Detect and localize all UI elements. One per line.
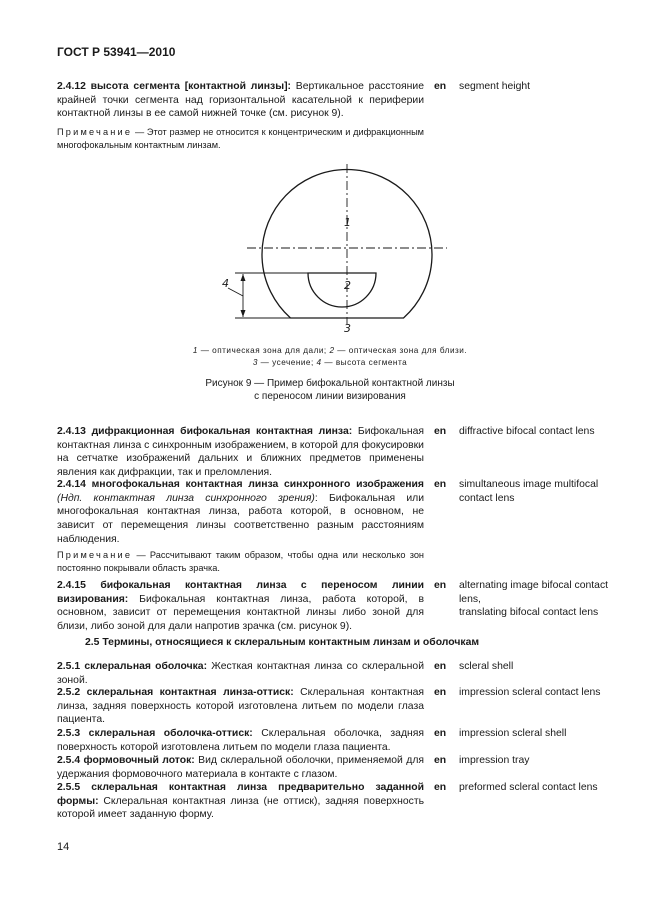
arrow-down-icon bbox=[241, 310, 246, 317]
figure-label-4: 4 bbox=[222, 277, 229, 290]
term-definition bbox=[57, 80, 424, 121]
bifocal-lens-diagram bbox=[212, 156, 462, 336]
english-equivalent: simultaneous image multifocal contact lens bbox=[459, 479, 599, 504]
english-equivalent: segment height bbox=[459, 81, 531, 92]
term-number: 2.5.3 bbox=[57, 728, 81, 739]
term-number: 2.4.15 bbox=[57, 580, 86, 591]
standard-header: ГОСТ Р 53941—2010 bbox=[57, 45, 176, 59]
term-text: Бифокальная контактная линза с синхронным изображением, в которой для фокусировки на сетчатке изображений дальних и ближних предметов применены явления как дифракции, так и преломления. bbox=[57, 426, 425, 479]
english-equivalent: preformed scleral contact lens bbox=[459, 782, 598, 793]
term-text: Склеральная контактная линза, задняя поверхность которой изготовлена литьем по модели глаза пациента. bbox=[57, 687, 424, 726]
legend-num: 2 bbox=[329, 346, 335, 355]
figure-label-2: 2 bbox=[344, 279, 351, 292]
term-number: 2.4.13 bbox=[57, 426, 86, 437]
term-definition bbox=[57, 781, 424, 822]
term-text: Жесткая контактная линза со склеральной зоной. bbox=[57, 661, 425, 686]
term-name: склеральная оболочка: bbox=[84, 661, 208, 672]
term-definition bbox=[57, 686, 424, 727]
term-name: высота сегмента [контактной линзы]: bbox=[90, 81, 291, 92]
page-number: 14 bbox=[57, 841, 70, 853]
note-label: Примечание bbox=[57, 550, 133, 560]
term-text: Бифокальная контактная линза, работа которой, в основном, зависит от перемещения контактной линзы либо зоной для близи, либо зоной для дали напротив зрачка (см. рисунок 9). bbox=[57, 593, 424, 633]
note-2-4-12 bbox=[57, 126, 424, 151]
note-text: — Рассчитывают таким образом, чтобы одна или несколько зон постоянно покрывали область зрачка. bbox=[57, 550, 424, 573]
term-number: 2.4.12 bbox=[57, 81, 86, 92]
term-text: Вертикальное расстояние крайней точки сегмента над горизонтальной касательной к периферии контактной линзы в ее самой нижней точке (см. рисунок 9). bbox=[57, 81, 424, 120]
figure-label-3: 3 bbox=[344, 322, 351, 335]
legend-line-2 bbox=[130, 357, 530, 369]
legend-text: — оптическая зона для близи. bbox=[334, 346, 468, 355]
term-name: бифокальная контактная линза с переносом линии визирования: bbox=[57, 580, 424, 605]
english-equivalent: impression tray bbox=[459, 755, 530, 766]
lang-code: en bbox=[434, 687, 447, 698]
lang-code: en bbox=[434, 479, 447, 490]
lang-code: en bbox=[434, 728, 447, 739]
term-name: склеральная оболочка-оттиск: bbox=[88, 728, 253, 739]
figure-legend bbox=[130, 345, 530, 369]
note-text: — Этот размер не относится к концентрическим и дифракционным многофокальным контактным линзам. bbox=[57, 127, 424, 150]
term-number: 2.5.5 bbox=[57, 782, 81, 793]
english-equivalent: scleral shell bbox=[459, 661, 514, 672]
legend-text: — усечение; bbox=[257, 358, 317, 367]
term-definition bbox=[57, 754, 424, 781]
term-definition bbox=[57, 579, 424, 634]
legend-num: 1 bbox=[192, 346, 198, 355]
note-label: Примечание bbox=[57, 127, 133, 137]
lang-code: en bbox=[434, 782, 447, 793]
term-text: Склеральная контактная линза (не оттиск), задняя поверхность которой имеет заданную форму. bbox=[57, 795, 424, 821]
caption-line-2: с переносом линии визирования bbox=[254, 391, 406, 402]
term-name: многофокальная контактная линза синхронного изображения bbox=[91, 479, 424, 490]
term-number: 2.5.4 bbox=[57, 755, 81, 766]
term-text: : Бифокальная или многофокальная контактная линза, работа которой, в основном, не зависит от перемещения линзы соответственно разным расстояниям наблюдения. bbox=[57, 492, 424, 545]
term-number: 2.4.14 bbox=[57, 479, 86, 490]
term-number: 2.5.1 bbox=[57, 661, 81, 672]
english-equivalent: diffractive bifocal contact lens bbox=[459, 426, 595, 437]
term-text: Склеральная оболочка, задняя поверхность которой изготовлена литьем по модели глаза пациента. bbox=[57, 728, 425, 753]
term-definition bbox=[57, 727, 424, 754]
lang-code: en bbox=[434, 661, 447, 672]
legend-num: 3 bbox=[252, 358, 258, 367]
term-number: 2.5.2 bbox=[57, 687, 81, 698]
lang-code: en bbox=[434, 580, 447, 591]
figure-caption bbox=[130, 377, 530, 403]
term-name: дифракционная бифокальная контактная линза: bbox=[91, 426, 353, 437]
arrow-up-icon bbox=[241, 274, 246, 281]
term-definition bbox=[57, 425, 424, 480]
term-text: Вид склеральной оболочки, применяемой для удержания формовочного материала в контакте с глазом. bbox=[57, 755, 425, 780]
lang-code: en bbox=[434, 426, 447, 437]
section-heading-2-5: 2.5 Термины, относящиеся к склеральным контактным линзам и оболочкам bbox=[85, 637, 480, 648]
deprecated-term: (Ндп. контактная линза синхронного зрения) bbox=[57, 492, 315, 504]
term-definition bbox=[57, 478, 424, 547]
legend-line-1 bbox=[130, 345, 530, 357]
caption-line-1: Рисунок 9 — Пример бифокальной контактной линзы bbox=[205, 378, 455, 389]
lang-code: en bbox=[434, 81, 447, 92]
lang-code: en bbox=[434, 755, 447, 766]
legend-text: — оптическая зона для дали; bbox=[197, 346, 330, 355]
leader-line bbox=[228, 288, 243, 296]
english-equivalent: impression scleral contact lens bbox=[459, 687, 601, 698]
term-definition bbox=[57, 660, 424, 687]
term-name: склеральная контактная линза-оттиск: bbox=[86, 687, 294, 698]
figure-9 bbox=[212, 156, 462, 336]
term-name: формовочный лоток: bbox=[83, 755, 195, 766]
english-equivalent: impression scleral shell bbox=[459, 728, 567, 739]
term-name: склеральная контактная линза предварительно заданной формы: bbox=[57, 782, 424, 807]
note-2-4-14 bbox=[57, 549, 424, 574]
figure-label-1: 1 bbox=[344, 216, 351, 229]
legend-num: 4 bbox=[316, 358, 322, 367]
english-equivalent: alternating image bifocal contact lens, translating bifocal contact lens bbox=[459, 580, 609, 619]
near-zone-segment bbox=[308, 273, 376, 307]
legend-text: — высота сегмента bbox=[321, 358, 408, 367]
